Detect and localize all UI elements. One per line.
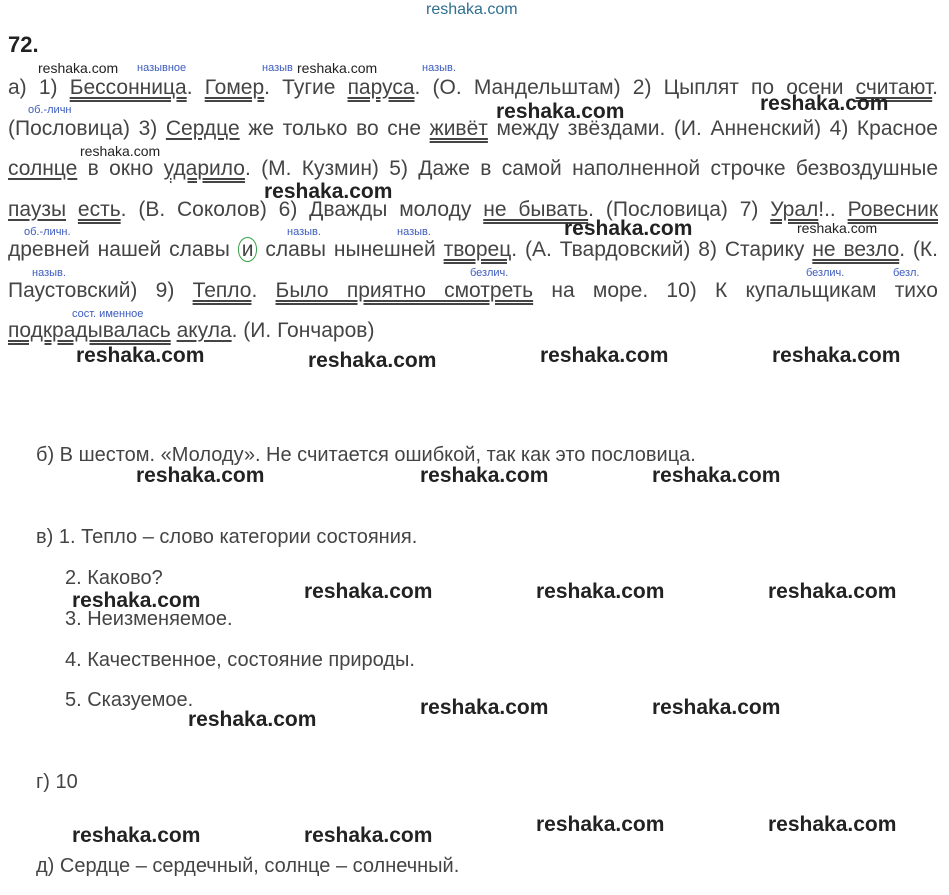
- watermark: reshaka.com: [760, 92, 889, 115]
- watermark: reshaka.com: [772, 344, 901, 367]
- answer-v-1: в) 1. Тепло – слово категории состояния.: [36, 526, 418, 548]
- annotation-label: об.-личн: [28, 104, 72, 116]
- task-text-part-a: а) 1) Бессонница. Гомер. Тугие паруса. (О. Мандельштам) 2) Цыплят по осени считают. (Пословица) 3) Сердце же только во сне живёт между звёздами. (И. Анненский) 4) Красное солнце в окно ударило. (М. Кузмин) 5) Даже в самой наполненной строчке безвоздушные паузы есть. (В. Соколов) 6) Дважды молоду не бывать. (Пословица) 7) Урал!.. Ровесник древней нашей славы и славы нынешней творец. (А. Твардовский) 8) Старику не везло. (К. Паустовский) 9) Тепло. Было приятно смотреть на море. 10) К купальщикам тихо подкрадывалась акула. (И. Гончаров): [8, 76, 939, 342]
- watermark: reshaka.com: [297, 60, 378, 76]
- annotation-label: назыв: [262, 62, 293, 74]
- annotation-label: назыв.: [397, 226, 431, 238]
- subject-word: солнце: [8, 157, 78, 180]
- annotation-label: назыв.: [287, 226, 321, 238]
- annotation-label: безлич.: [470, 267, 509, 279]
- predicate-word: не бывать: [483, 197, 589, 221]
- predicate-word: творец: [443, 238, 512, 261]
- annotation-label: безл.: [893, 267, 920, 279]
- subject-word: акула: [176, 319, 232, 342]
- answer-v-3: 3. Неизменяемое.: [65, 608, 233, 630]
- watermark: reshaka.com: [308, 349, 437, 372]
- subject-word: Сердце: [165, 116, 240, 140]
- predicate-word: Бессонница: [69, 76, 187, 99]
- watermark: reshaka.com: [420, 696, 549, 719]
- watermark: reshaka.com: [496, 100, 625, 123]
- answer-v-2: 2. Каково?: [65, 567, 163, 589]
- annotation-label: сост. именное: [72, 308, 144, 320]
- watermark: reshaka.com: [72, 824, 201, 847]
- answer-b: б) В шестом. «Молоду». Не считается ошибкой, так как это пословица.: [36, 444, 696, 466]
- watermark: reshaka.com: [136, 464, 265, 487]
- watermark: reshaka.com: [80, 143, 161, 159]
- watermark: reshaka.com: [304, 824, 433, 847]
- watermark: reshaka.com: [536, 813, 665, 836]
- watermark: reshaka.com: [564, 217, 693, 240]
- task-number: 72.: [8, 32, 39, 57]
- circled-conjunction: и: [238, 237, 258, 262]
- site-header-watermark: reshaka.com: [426, 1, 518, 18]
- watermark: reshaka.com: [264, 180, 393, 203]
- watermark: reshaka.com: [76, 344, 205, 367]
- watermark: reshaka.com: [304, 580, 433, 603]
- answer-v-5: 5. Сказуемое.: [65, 689, 194, 711]
- watermark: reshaka.com: [72, 589, 201, 612]
- annotation-label: об.-личн.: [24, 226, 71, 238]
- annotation-label: назыв.: [32, 267, 66, 279]
- answer-v-4: 4. Качественное, состояние природы.: [65, 649, 415, 671]
- answer-d: д) Сердце – сердечный, солнце – солнечный.: [36, 855, 460, 877]
- predicate-word: есть: [77, 197, 121, 221]
- annotation-label: безлич.: [806, 267, 845, 279]
- predicate-word: Ровесник: [847, 197, 939, 221]
- predicate-word: Тепло: [192, 278, 252, 302]
- predicate-word: живёт: [429, 116, 488, 140]
- watermark: reshaka.com: [188, 708, 317, 731]
- watermark: reshaka.com: [540, 344, 669, 367]
- subject-word: паузы: [8, 197, 67, 221]
- annotation-label: назыв.: [422, 62, 456, 74]
- watermark: reshaka.com: [652, 696, 781, 719]
- predicate-word: паруса: [347, 76, 415, 99]
- predicate-word: Было приятно смотреть: [275, 278, 534, 302]
- watermark: reshaka.com: [38, 60, 119, 76]
- predicate-word: считают: [855, 76, 933, 99]
- annotation-label: назывное: [137, 62, 187, 74]
- predicate-word: не везло: [812, 238, 900, 261]
- watermark: reshaka.com: [768, 813, 897, 836]
- predicate-word: Урал: [770, 197, 819, 221]
- watermark: reshaka.com: [420, 464, 549, 487]
- watermark: reshaka.com: [768, 580, 897, 603]
- predicate-word: ударило: [163, 157, 245, 180]
- answer-g: г) 10: [36, 771, 78, 793]
- watermark: reshaka.com: [536, 580, 665, 603]
- watermark: reshaka.com: [652, 464, 781, 487]
- predicate-word: подкрадывалась: [8, 319, 171, 342]
- watermark: reshaka.com: [797, 220, 878, 236]
- predicate-word: Гомер: [204, 76, 265, 99]
